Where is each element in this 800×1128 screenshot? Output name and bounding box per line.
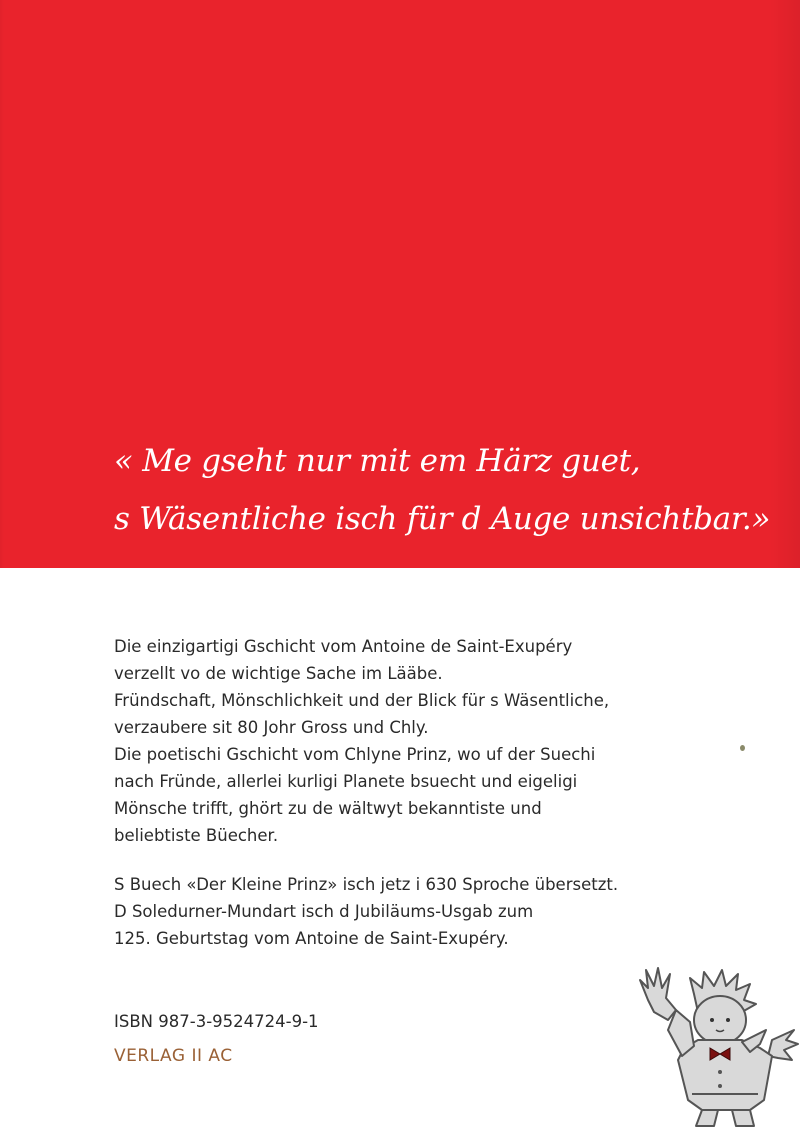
description-line: D Soledurner-Mundart isch d Jubiläums-Usgab zum	[114, 902, 534, 921]
description-line: Fründschaft, Mönschlichkeit und der Blick für s Wäsentliche,	[114, 691, 610, 710]
isbn-number: ISBN 987-3-9524724-9-1	[114, 1012, 319, 1031]
publisher-name: VERLAG II AC	[114, 1046, 233, 1066]
description-paragraph-1	[114, 633, 674, 849]
book-description	[114, 633, 674, 952]
quote-line-2: s Wäsentliche isch für d Auge unsichtbar.»	[114, 501, 771, 537]
description-line: Die poetischi Gschicht vom Chlyne Prinz, wo uf der Suechi	[114, 745, 596, 764]
description-line: Die einzigartigi Gschicht vom Antoine de Saint-Exupéry	[114, 637, 573, 656]
description-line: S Buech «Der Kleine Prinz» isch jetz i 630 Sproche übersetzt.	[114, 875, 619, 894]
quote-line-1: « Me gseht nur mit em Härz guet,	[114, 443, 641, 479]
description-line: Mönsche trifft, ghört zu de wältwyt bekanntiste und	[114, 799, 542, 818]
cover-quote	[114, 432, 774, 548]
description-line: verzellt vo de wichtige Sache im Lääbe.	[114, 664, 443, 683]
paper-speck	[740, 745, 745, 751]
description-line: nach Fründe, allerlei kurligi Planete bsuecht und eigeligi	[114, 772, 578, 791]
description-line: verzaubere sit 80 Johr Gross und Chly.	[114, 718, 429, 737]
description-line: beliebtiste Büecher.	[114, 826, 279, 845]
description-line: 125. Geburtstag vom Antoine de Saint-Exupéry.	[114, 929, 509, 948]
description-paragraph-2	[114, 871, 674, 952]
little-prince-icon	[632, 960, 800, 1128]
